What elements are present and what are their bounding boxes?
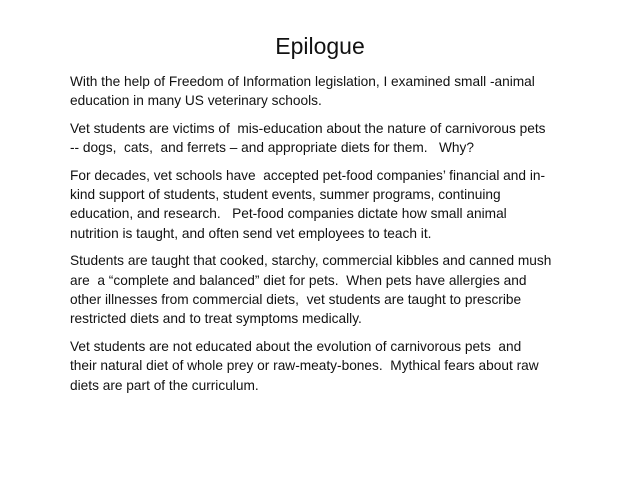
text-line: Students are taught that cooked, starchy, commercial kibbles and canned mush (70, 253, 552, 269)
text-line: other illnesses from commercial diets, vet students are taught to prescribe (70, 292, 522, 308)
slide-title: Epilogue (275, 33, 365, 59)
text-line: diets are part of the curriculum. (70, 377, 259, 393)
text-line: For decades, vet schools have accepted pet-food companies’ financial and in- (70, 167, 546, 183)
text-line: -- dogs, cats, and ferrets – and appropriate diets for them. Why? (70, 140, 474, 156)
text-line: education in many US veterinary schools. (70, 93, 322, 109)
text-line: nutrition is taught, and often send vet employees to teach it. (70, 225, 432, 241)
text-line: kind support of students, student events, summer programs, continuing (70, 187, 501, 203)
text-line: restricted diets and to treat symptoms medically. (70, 311, 362, 327)
paragraph-natural-diet (70, 337, 590, 395)
text-line: their natural diet of whole prey or raw-meaty-bones. Mythical fears about raw (70, 358, 539, 374)
paragraph-commercial-diets (70, 251, 590, 329)
paragraph-pet-food-support (70, 166, 590, 244)
text-line: Vet students are victims of mis-education about the nature of carnivorous pets (70, 120, 546, 136)
text-line: are a “complete and balanced” diet for pets. When pets have allergies and (70, 272, 527, 288)
text-line: education, and research. Pet-food companies dictate how small animal (70, 206, 507, 222)
paragraph-foia (70, 72, 590, 111)
text-line: With the help of Freedom of Information legislation, I examined small -animal (70, 74, 535, 89)
slide-body (70, 72, 590, 403)
text-line: Vet students are not educated about the evolution of carnivorous pets and (70, 338, 522, 354)
paragraph-mis-education (70, 119, 590, 158)
